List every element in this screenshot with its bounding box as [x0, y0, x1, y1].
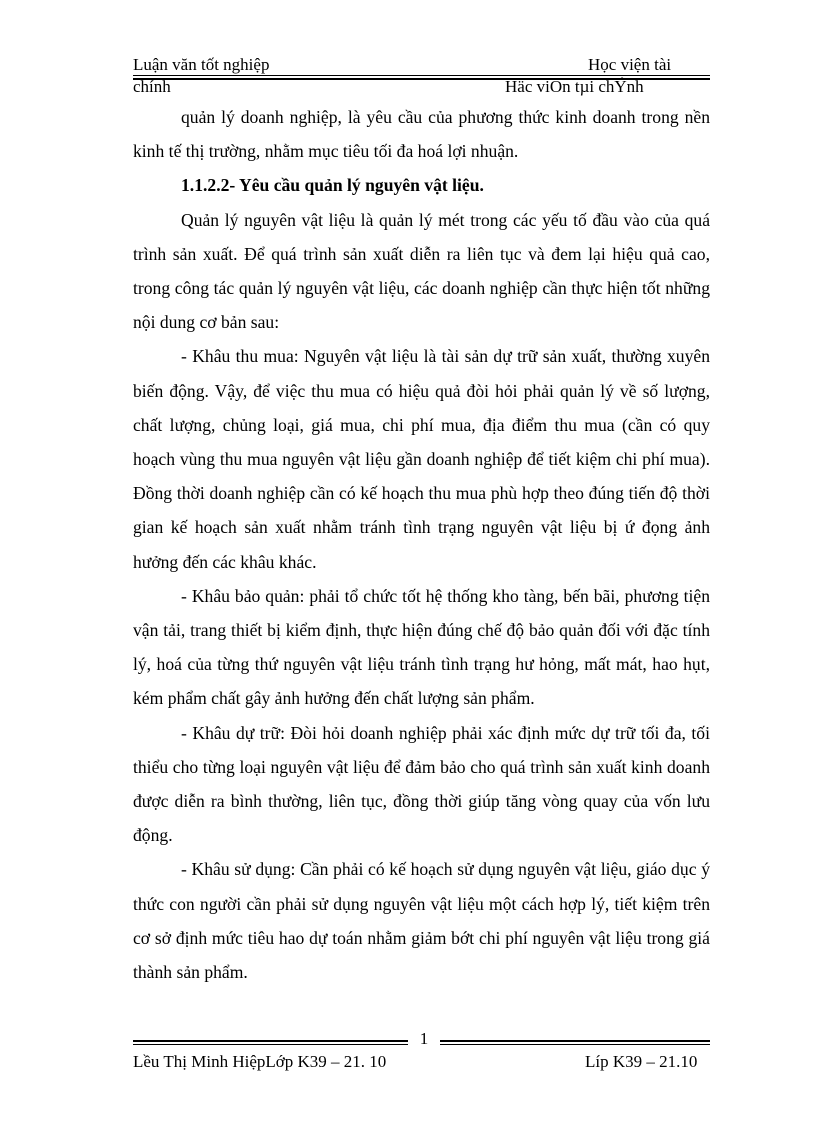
paragraph-usage: - Khâu sử dụng: Cần phải có kế hoạch sử dụng nguyên vật liệu, giáo dục ý thức con người cần phải sử dụng nguyên vật liệu một cách hợp lý, tiết kiệm trên cơ sở định mức tiêu hao dự toán nhằm giảm bớt chi phí nguyên vật liệu trong giá thành sản phẩm. — [133, 859, 710, 983]
footer-rule-left-thick — [133, 1040, 408, 1042]
footer-rule-left-thin — [133, 1044, 408, 1045]
paragraph-intro: quản lý doanh nghiệp, là yêu cầu của phương thức kinh doanh trong nền kinh tế thị trường, nhằm mục tiêu tối đa hoá lợi nhuận. — [133, 107, 710, 162]
header-rule-thin — [133, 75, 710, 76]
footer-author: Lều Thị Minh HiệpLớp K39 – 21. 10 — [133, 1052, 387, 1071]
paragraph-purchasing: - Khâu thu mua: Nguyên vật liệu là tài sản dự trữ sản xuất, thường xuyên biến động. Vậy, để việc thu mua có hiệu quả đòi hỏi phải quản lý về số lượng, chất lượng, chủng loại, giá mua, chi phí mua, địa điểm thu mua (cần có quy hoạch vùng thu mua nguyên vật liệu gần doanh nghiệp để tiết kiệm chi phí mua). Đồng thời doanh nghiệp cần có kế hoạch thu mua phù hợp theo đúng tiến độ thời gian kế hoạch sản xuất nhằm tránh tình trạng nguyên vật liệu bị ứ đọng ảnh hưởng đến các khâu khác. — [133, 346, 710, 572]
footer-rule-right-thick — [440, 1040, 710, 1042]
header-title-right: Học viện tài — [588, 55, 672, 74]
section-heading — [133, 168, 710, 202]
document-body — [133, 100, 710, 989]
footer-rule-right-thin — [440, 1044, 710, 1045]
section-number: 1.1.2.2 — [181, 175, 230, 196]
paragraph-storage: - Khâu bảo quản: phải tổ chức tốt hệ thống kho tàng, bến bãi, phương tiện vận tải, trang thiết bị kiểm định, thực hiện đúng chế độ bảo quản đối với đặc tính lý, hoá của từng thứ nguyên vật liệu tránh tình trạng hư hỏng, mất mát, hao hụt, kém phẩm chất gây ảnh hưởng đến chất lượng sản phẩm. — [133, 585, 710, 709]
paragraph-overview: Quản lý nguyên vật liệu là quản lý mét trong các yếu tố đầu vào của quá trình sản xuất. Để quá trình sản xuất diễn ra liên tục và đem lại hiệu quả cao, trong công tác quản lý nguyên vật liệu, các doanh nghiệp cần thực hiện tốt những nội dung cơ bản sau: — [133, 209, 710, 333]
header-subtitle-left: chính — [133, 77, 171, 96]
header-subtitle-right: Häc viÖn tµi chÝnh — [505, 77, 644, 96]
header-title-left: Luận văn tốt nghiệp — [133, 55, 270, 74]
paragraph-reserve: - Khâu dự trữ: Đòi hỏi doanh nghiệp phải xác định mức dự trữ tối đa, tối thiểu cho từng loại nguyên vật liệu để đảm bảo cho quá trình sản xuất kinh doanh được diễn ra bình thường, liên tục, đồng thời giúp tăng vòng quay của vốn lưu động. — [133, 722, 710, 846]
section-title: - Yêu cầu quản lý nguyên vật liệu. — [229, 175, 484, 196]
page-number: 1 — [419, 1029, 429, 1048]
footer-class: Líp K39 – 21.10 — [585, 1052, 698, 1071]
